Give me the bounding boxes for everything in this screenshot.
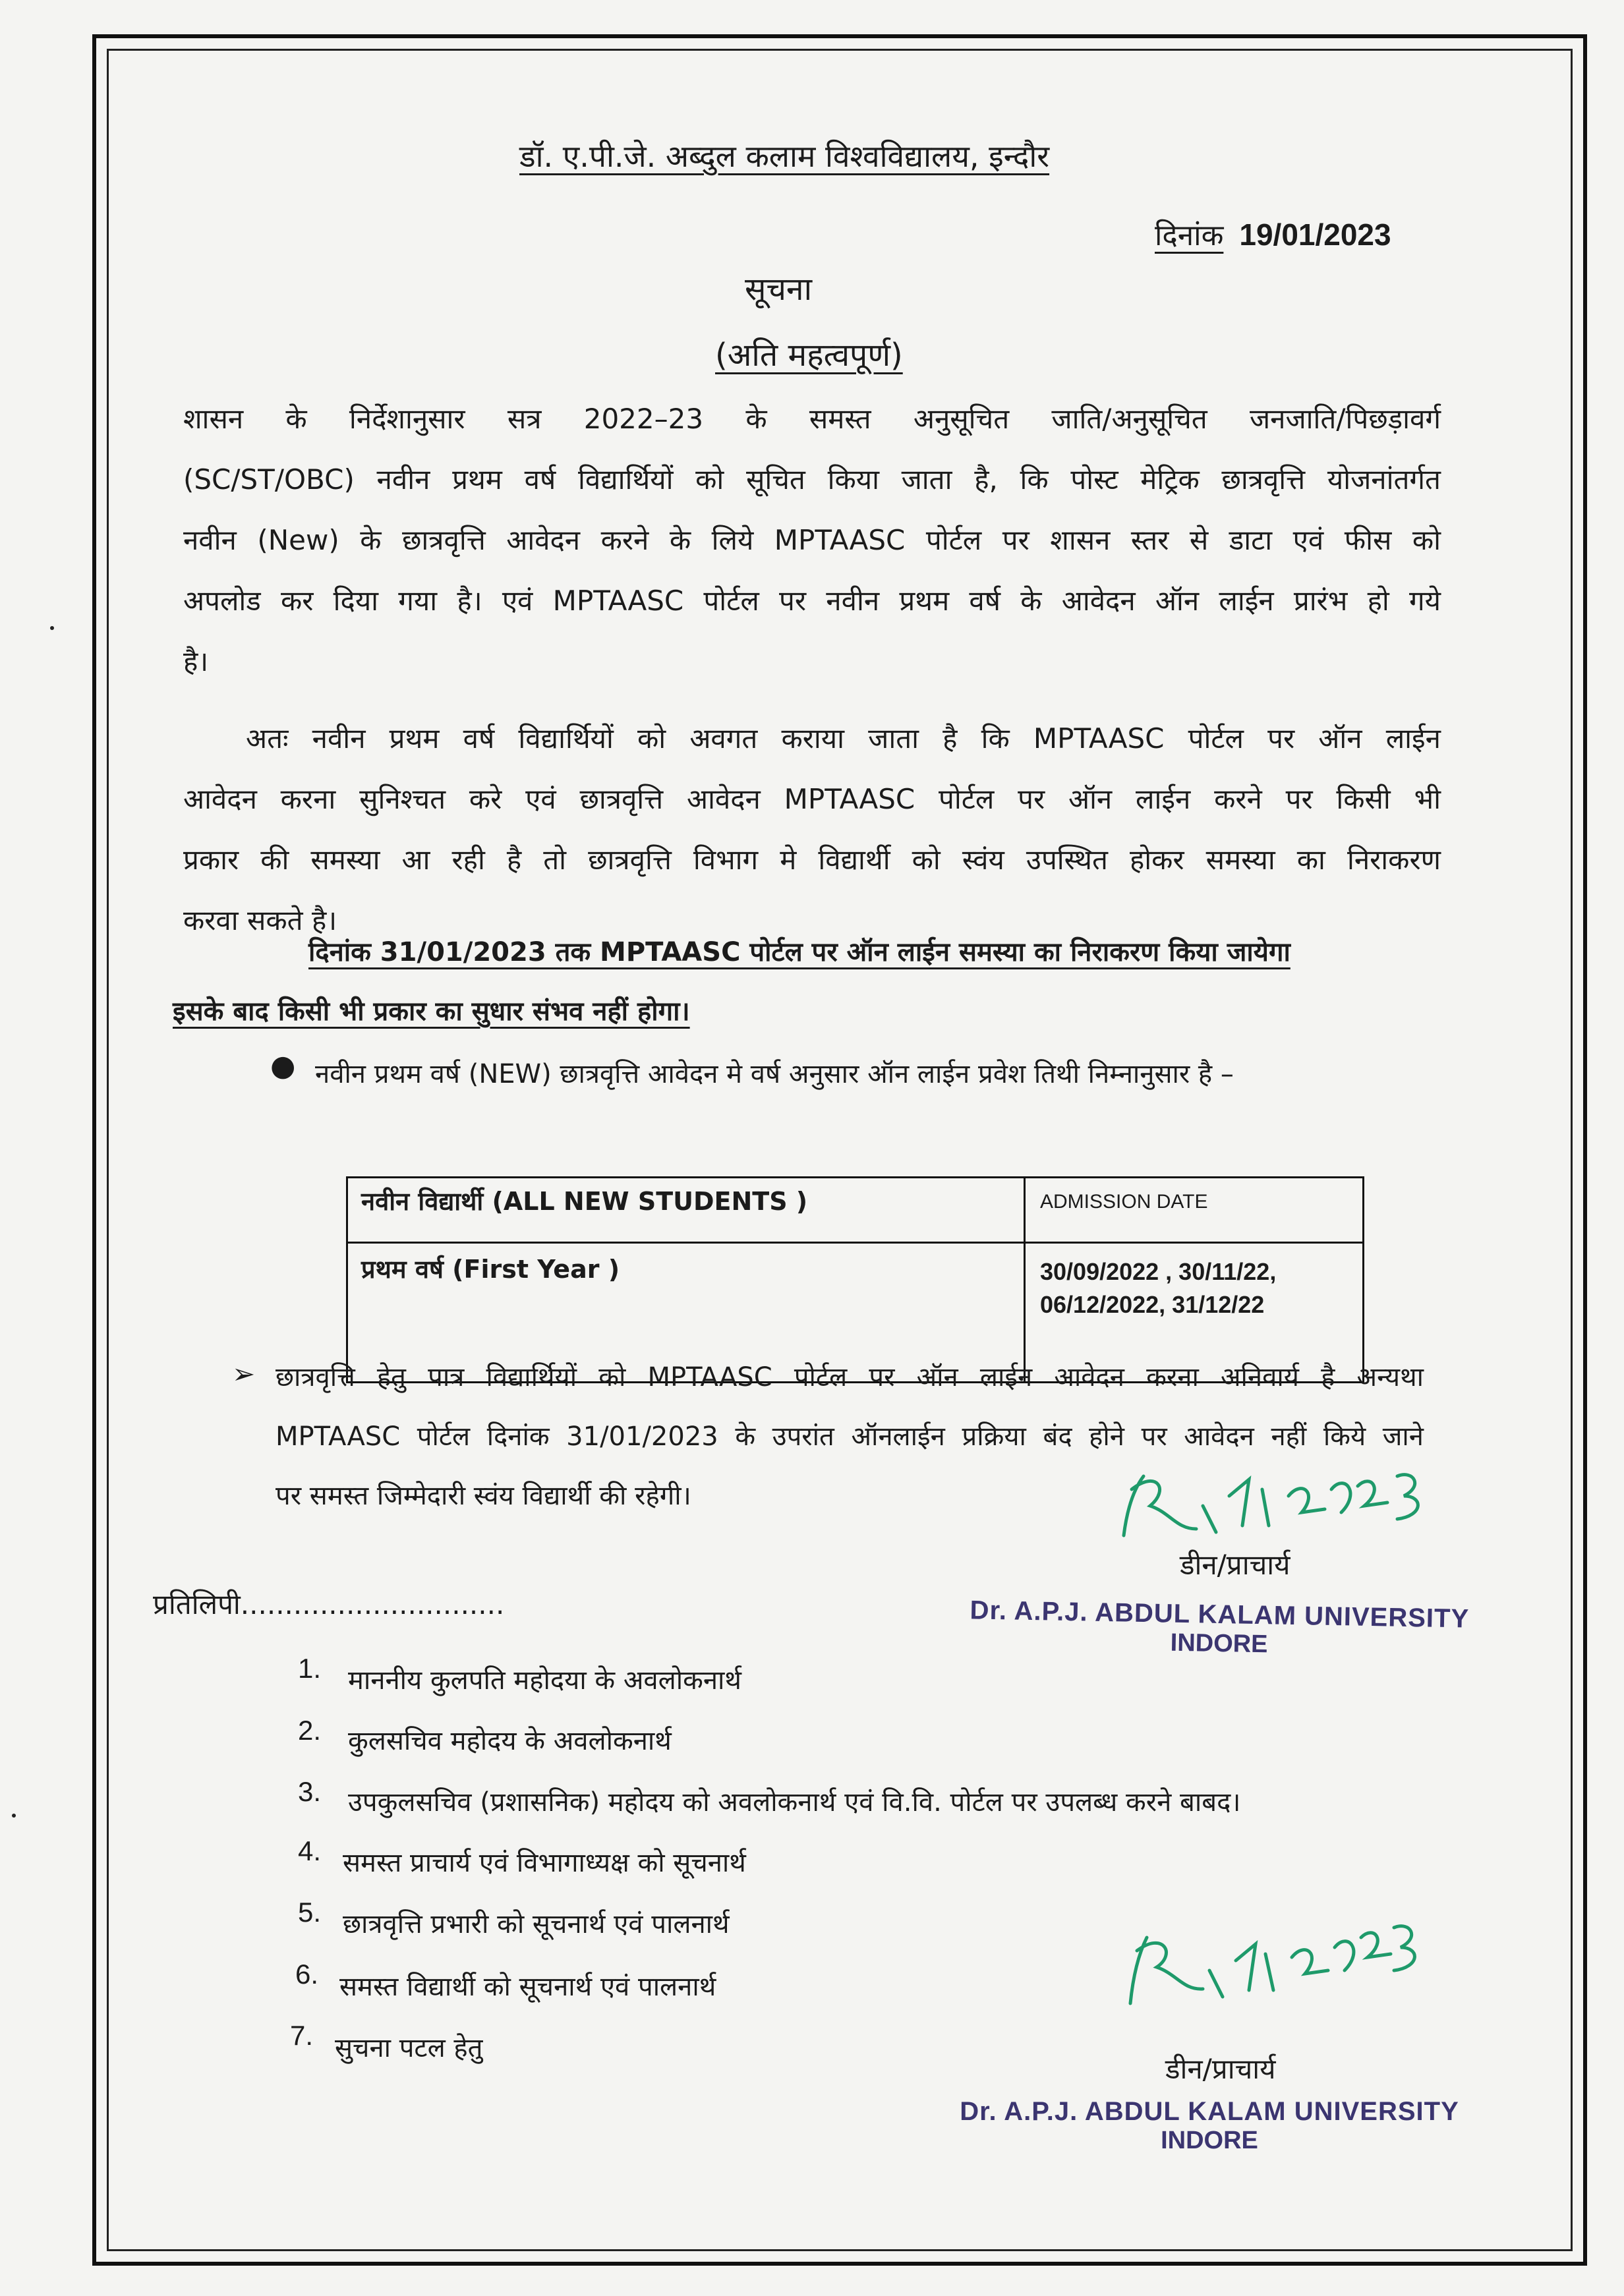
table-header-students: नवीन विद्यार्थी (ALL NEW STUDENTS ) [347,1178,1025,1243]
list-item: कुलसचिव महोदय के अवलोकनार्थ [348,1726,672,1756]
table-cell-first-year: प्रथम वर्ष (First Year ) [347,1243,1025,1383]
notice-heading: सूचना [745,271,813,308]
list-item-number: 4. [298,1835,322,1866]
note-line: MPTAASC पोर्टल दिनांक 31/01/2023 के उपरांत ऑनलाईन प्रक्रिया बंद होने पर आवेदन नहीं किये जाने [276,1421,1424,1452]
note-line: पर समस्त जिम्मेदारी स्वंय विद्यार्थी की रहेगी। [276,1481,691,1511]
arrow-bullet-icon: ➢ [232,1358,256,1390]
list-item-number: 5. [298,1897,322,1928]
paragraph-2 [183,708,1441,951]
table-cell-dates: 30/09/2022 , 30/11/22, 06/12/2022, 31/12/22 [1025,1243,1364,1383]
bullet-text: नवीन प्रथम वर्ष (NEW) छात्रवृत्ति आवेदन मे वर्ष अनुसार ऑन लाईन प्रवेश तिथी निम्नानुसार है – [315,1059,1234,1089]
para1-line: नवीन (New) के छात्रवृत्ति आवेदन करने के लिये MPTAASC पोर्टल पर शासन स्तर से डाटा एवं फीस को [183,524,1441,556]
table-header-admission-date: ADMISSION DATE [1025,1178,1364,1243]
list-item: समस्त प्राचार्य एवं विभागाध्यक्ष को सूचनार्थ [343,1848,746,1878]
university-title: डॉ. ए.पी.जे. अब्दुल कलाम विश्वविद्यालय, इन्दौर [519,138,1050,174]
date-line [1155,214,1391,254]
notice-subheading: (अति महत्वपूर्ण) [715,337,903,374]
university-stamp-2: Dr. A.P.J. ABDUL KALAM UNIVERSITY INDORE [960,2097,1459,2154]
para2-line: अतः नवीन प्रथम वर्ष विद्यार्थियों को अवगत कराया जाता है कि MPTAASC पोर्टल पर ऑन लाईन [246,722,1441,755]
date-label: दिनांक [1155,219,1224,252]
scan-speck [12,1814,16,1818]
list-item: माननीय कुलपति महोदया के अवलोकनार्थ [348,1665,741,1696]
deadline-line-1: दिनांक 31/01/2023 तक MPTAASC पोर्टल पर ऑन लाईन समस्या का निराकरण किया जायेगा [308,937,1290,967]
deadline-line-2: इसके बाद किसी भी प्रकार का सुधार संभव नहीं होगा। [173,996,690,1027]
table-header-row [347,1178,1364,1243]
list-item-number: 3. [298,1776,322,1807]
list-item: उपकुलसचिव (प्रशासनिक) महोदय को अवलोकनार्थ एवं वि.वि. पोर्टल पर उपलब्ध करने बाबद। [348,1787,1241,1818]
para1-line: शासन के निर्देशानुसार सत्र 2022–23 के समस्त अनुसूचित जाति/अनुसूचित जनजाति/पिछड़ावर्ग [183,403,1441,435]
para1-line: अपलोड कर दिया गया है। एवं MPTAASC पोर्टल पर नवीन प्रथम वर्ष के आवेदन ऑन लाईन प्रारंभ हो गये [183,585,1441,617]
paragraph-1 [183,389,1441,692]
para1-line: (SC/ST/OBC) नवीन प्रथम वर्ष विद्यार्थियों को सूचित किया जाता है, कि पोस्ट मेट्रिक छात्रवृत्ति योजनांतर्गत [183,463,1441,496]
note-line: छात्रवृत्ति हेतु पात्र विद्यार्थियों को MPTAASC पोर्टल पर ऑन लाईन आवेदन करना अनिवार्य है अन्यथा [276,1362,1424,1392]
signatory-title-1: डीन/प्राचार्य [1180,1549,1290,1581]
para2-line: करवा सकते है। [183,904,337,936]
list-item: समस्त विद्यार्थी को सूचनार्थ एवं पालनार्थ [339,1972,716,2002]
bullet-icon: ● [270,1049,296,1083]
list-item-number: 1. [298,1653,322,1684]
list-item: छात्रवृत्ति प्रभारी को सूचनार्थ एवं पालनार्थ [343,1909,730,1939]
copy-label: प्रतिलिपी.............................. [153,1588,505,1621]
list-item-number: 2. [298,1715,322,1746]
list-item: सुचना पटल हेतु [335,2033,483,2063]
date-value: 19/01/2023 [1239,217,1391,252]
handwritten-signature-2 [1111,1898,1427,2030]
university-stamp-1: Dr. A.P.J. ABDUL KALAM UNIVERSITY INDORE [970,1595,1470,1659]
para2-line: आवेदन करना सुनिश्चत करे एवं छात्रवृत्ति आवेदन MPTAASC पोर्टल पर ऑन लाईन करने पर किसी भी [183,783,1441,815]
scan-speck [50,626,54,630]
list-item-number: 7. [290,2020,314,2051]
list-item-number: 6. [295,1959,319,1990]
para1-line: है। [183,645,209,677]
para2-line: प्रकार की समस्या आ रही है तो छात्रवृत्ति विभाग मे विद्यार्थी को स्वंय उपस्थित होकर समस्या का निराकरण [183,844,1441,876]
signatory-title-2: डीन/प्राचार्य [1165,2053,1276,2085]
